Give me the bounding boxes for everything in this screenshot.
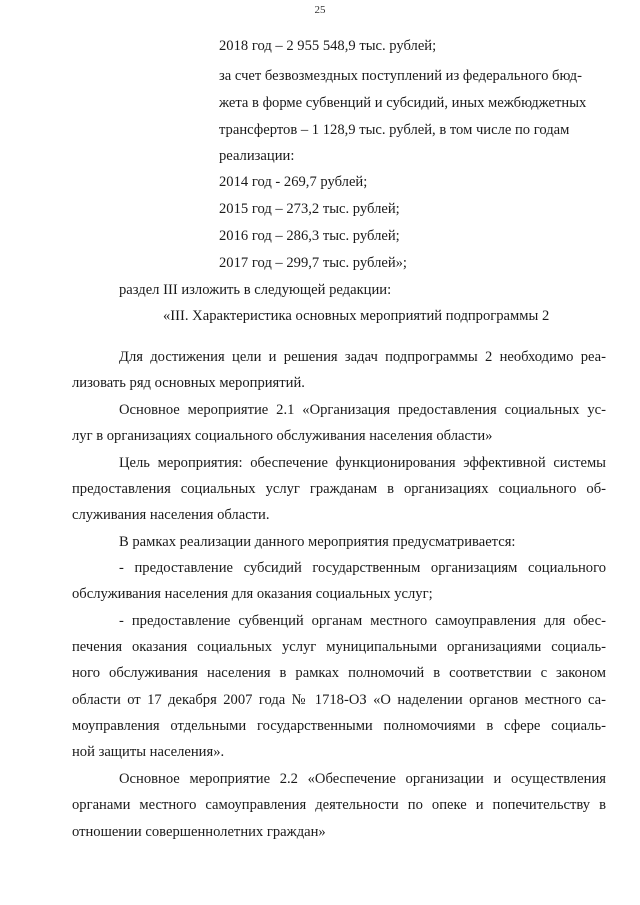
federal-funding-line: жета в форме субвенций и субсидий, иных межбюджетных xyxy=(219,95,587,111)
body-line: луг в организациях социального обслуживания населения области» xyxy=(72,428,493,444)
funding-2014-line: 2014 год - 269,7 рублей; xyxy=(219,174,368,190)
body-line: служивания населения области. xyxy=(72,507,270,523)
funding-2017-line: 2017 год – 299,7 тыс. рублей»; xyxy=(219,255,407,271)
federal-funding-line: трансфертов – 1 128,9 тыс. рублей, в том числе по годам xyxy=(219,122,570,138)
body-line: В рамках реализации данного мероприятия предусматривается: xyxy=(119,534,516,550)
body-line: обслуживания населения для оказания социальных услуг; xyxy=(72,586,433,602)
body-line: области от 17 декабря 2007 года № 1718-ОЗ «О наделении органов местного са- xyxy=(72,692,606,708)
federal-funding-line: реализации: xyxy=(219,148,295,164)
body-line: предоставления социальных услуг гражданам в организациях социального об- xyxy=(72,481,606,497)
funding-2015-line: 2015 год – 273,2 тыс. рублей; xyxy=(219,201,400,217)
list-item: - предоставление субсидий государственным организациям социального xyxy=(119,560,606,576)
body-line: Цель мероприятия: обеспечение функционирования эффективной системы xyxy=(119,455,606,471)
body-line: ной защиты населения». xyxy=(72,744,225,760)
body-line: ного обслуживания населения в рамках полномочий в соответствии с законом xyxy=(72,665,606,681)
body-line: Основное мероприятие 2.1 «Организация предоставления социальных ус- xyxy=(119,402,606,418)
body-line: моуправления отдельными государственными полномочиями в сфере социаль- xyxy=(72,718,606,734)
funding-2018-line: 2018 год – 2 955 548,9 тыс. рублей; xyxy=(219,38,437,54)
list-item: - предоставление субвенций органам местного самоуправления для обес- xyxy=(119,613,606,629)
body-line: Для достижения цели и решения задач подпрограммы 2 необходимо реа- xyxy=(119,349,606,365)
funding-2016-line: 2016 год – 286,3 тыс. рублей; xyxy=(219,228,400,244)
body-line: органами местного самоуправления деятельности по опеке и попечительству в xyxy=(72,797,606,813)
federal-funding-line: за счет безвозмездных поступлений из федерального бюд- xyxy=(219,68,582,84)
body-line: отношении совершеннолетних граждан» xyxy=(72,824,326,840)
body-line: Основное мероприятие 2.2 «Обеспечение организации и осуществления xyxy=(119,771,606,787)
section-instruction: раздел III изложить в следующей редакции: xyxy=(119,282,392,298)
section-heading: «III. Характеристика основных мероприятий подпрограммы 2 xyxy=(163,308,550,324)
body-line: лизовать ряд основных мероприятий. xyxy=(72,375,305,391)
body-line: печения оказания социальных услуг муниципальными организациями социаль- xyxy=(72,639,606,655)
page-number: 25 xyxy=(314,4,326,16)
